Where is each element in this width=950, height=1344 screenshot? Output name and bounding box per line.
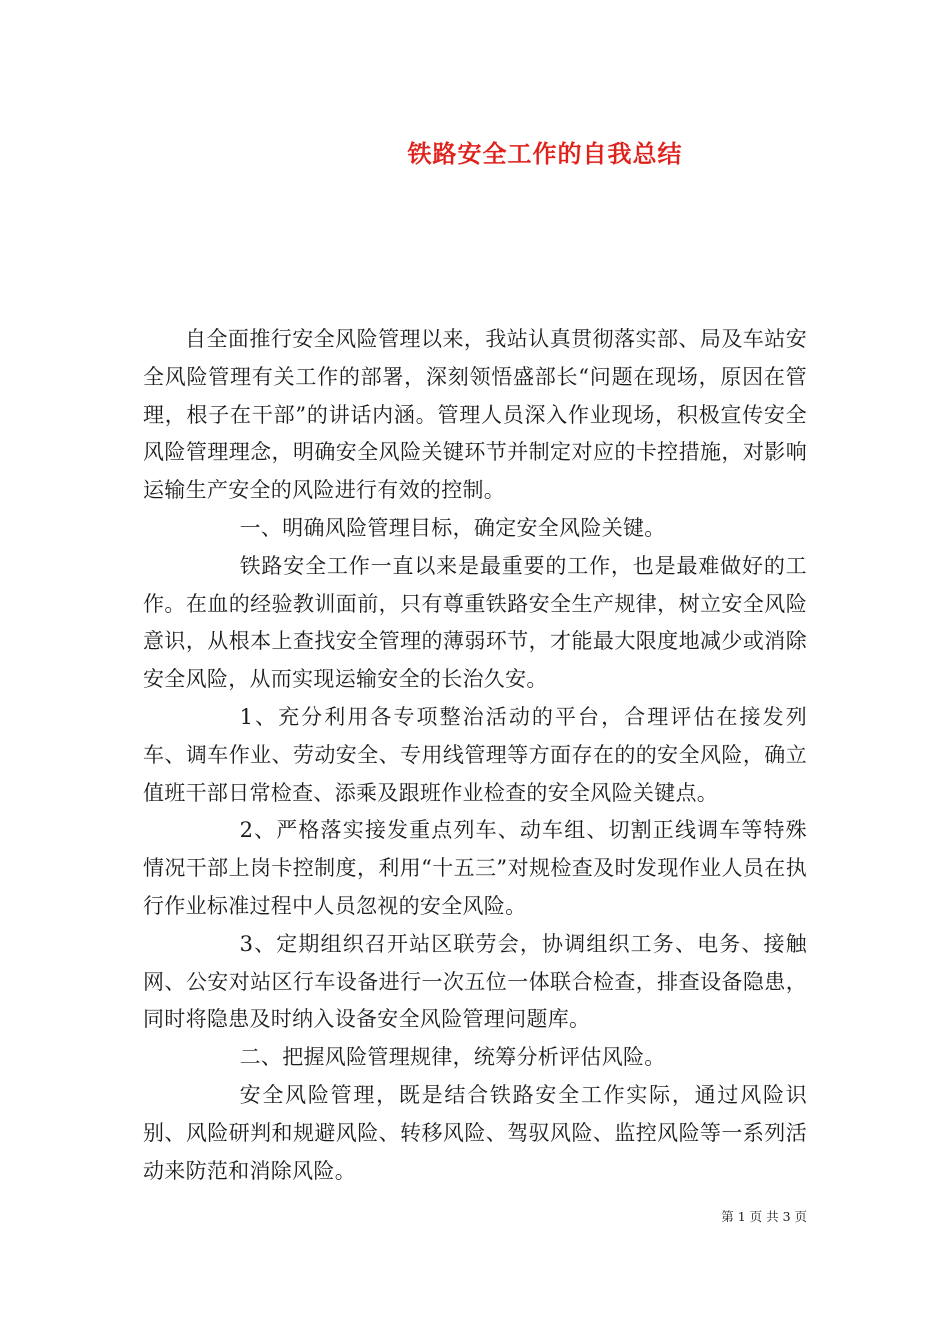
paragraph-intro: 自全面推行安全风险管理以来，我站认真贯彻落实部、局及车站安全风险管理有关工作的部署，深刻领悟盛部长“问题在现场，原因在管理，根子在干部”的讲话内涵。管理人员深入作业现场，积极宣传安全风险管理理念，明确安全风险关键环节并制定对应的卡控措施，对影响运输生产安全的风险进行有效的控制。 [143,327,807,503]
list-item-2: 2、严格落实接发重点列车、动车组、切割正线调车等特殊情况干部上岗卡控制度，利用“十五三”对规检查及时发现作业人员在执行作业标准过程中人员忽视的安全风险。 [143,818,807,918]
list-item-3: 3、定期组织召开站区联劳会，协调组织工务、电务、接触网、公安对站区行车设备进行一次五位一体联合检查，排查设备隐患，同时将隐患及时纳入设备安全风险管理问题库。 [143,931,807,1032]
section-heading-1: 一、明确风险管理目标，确定安全风险关键。 [239,515,666,540]
section-heading-2: 二、把握风险管理规律，统筹分析评估风险。 [239,1045,666,1070]
list-item-1: 1、充分利用各专项整治活动的平台，合理评估在接发列车、调车作业、劳动安全、专用线管理等方面存在的的安全风险，确立值班干部日常检查、添乘及跟班作业检查的安全风险关键点。 [143,704,807,805]
document-body [143,321,807,1190]
paragraph-section-1: 铁路安全工作一直以来是最重要的工作，也是最难做好的工作。在血的经验教训面前，只有尊重铁路安全生产规律，树立安全风险意识，从根本上查找安全管理的薄弱环节，才能最大限度地减少或消除安全风险，从而实现运输安全的长治久安。 [143,553,807,692]
paragraph-section-2: 安全风险管理，既是结合铁路安全工作实际，通过风险识别、风险研判和规避风险、转移风险、驾驭风险、监控风险等一系列活动来防范和消除风险。 [143,1082,807,1183]
page-number-footer: 第 1 页 共 3 页 [721,1209,807,1224]
document-title: 铁路安全工作的自我总结 [407,139,683,168]
